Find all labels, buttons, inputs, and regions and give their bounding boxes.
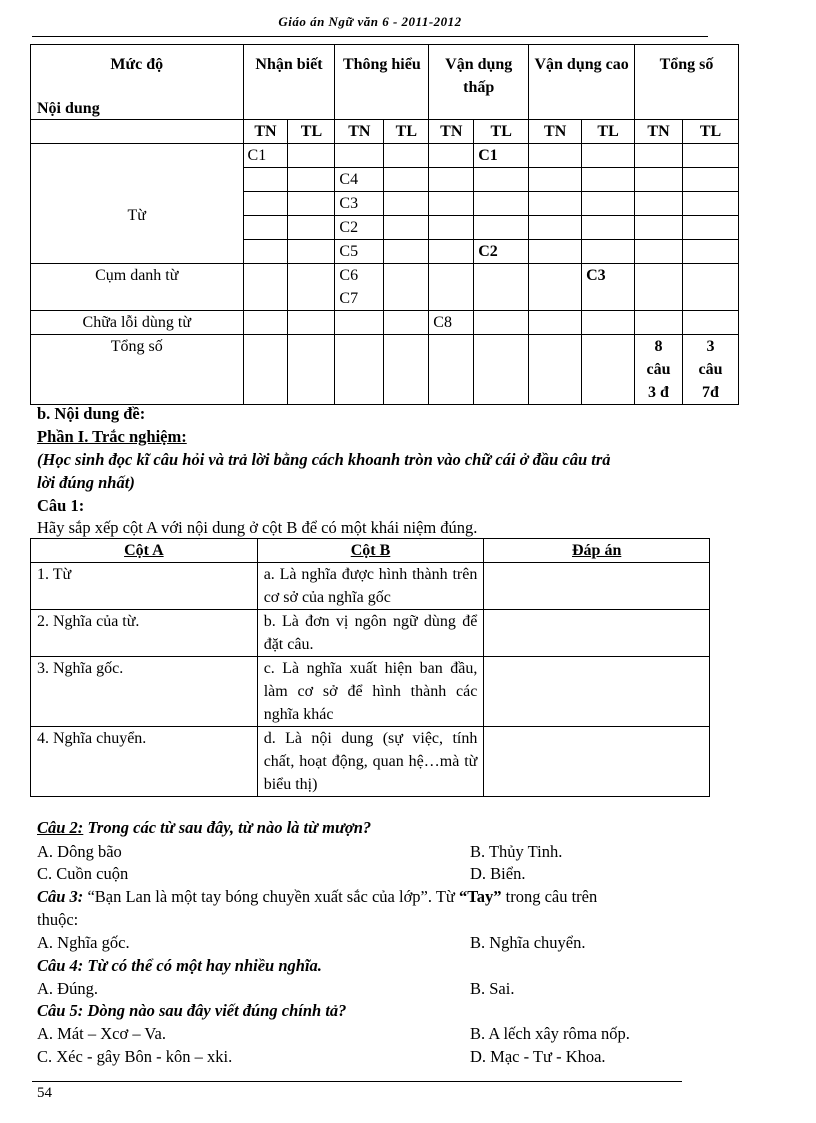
q3-word: “Tay” xyxy=(458,887,502,906)
answer-cell xyxy=(484,657,710,727)
q5-option-c: C. Xéc - gây Bôn - kôn – xki. xyxy=(37,1047,233,1066)
col-b-item: b. Là đơn vị ngôn ngữ dùng để đặt câu. xyxy=(257,610,484,657)
total-tl-count: 3 xyxy=(706,338,715,355)
row-label-tu: Từ xyxy=(31,144,244,264)
q3-option-b: B. Nghĩa chuyển. xyxy=(470,933,586,952)
q5-question: Câu 5: Dòng nào sau đây viết đúng chính tả? xyxy=(37,1001,347,1020)
cell: C1 xyxy=(243,144,288,168)
col-a-item: 3. Nghĩa gốc. xyxy=(31,657,258,727)
page-number: 54 xyxy=(37,1085,52,1101)
cell: C4 xyxy=(335,168,384,192)
instruction-line-2: lời đúng nhất) xyxy=(37,473,135,492)
q1-label: Câu 1: xyxy=(37,496,85,515)
cell: C2 xyxy=(474,240,529,264)
row-label-chua-loi: Chữa lỗi dùng từ xyxy=(31,311,244,335)
total-tl-unit: câu xyxy=(698,361,723,378)
header-dap-an: Đáp án xyxy=(484,539,710,563)
section-b-heading: b. Nội dung đề: xyxy=(37,404,146,423)
sub-tl: TL xyxy=(384,120,429,144)
q5-option-d: D. Mạc - Tư - Khoa. xyxy=(470,1047,606,1066)
q1-text: Hãy sắp xếp cột A với nội dung ở cột B để có một khái niệm đúng. xyxy=(37,518,478,537)
q2-label: Câu 2: xyxy=(37,818,84,837)
q2-option-b: B. Thủy Tinh. xyxy=(470,842,563,861)
q3-option-a: A. Nghĩa gốc. xyxy=(37,933,130,952)
q2-option-d: D. Biển. xyxy=(470,864,526,883)
q5-option-a: A. Mát – Xcơ – Va. xyxy=(37,1024,166,1043)
matrix-empty xyxy=(31,120,244,144)
total-tn xyxy=(635,335,683,405)
q2-option-c: C. Cuồn cuộn xyxy=(37,864,129,883)
sub-tn: TN xyxy=(335,120,384,144)
q3-label: Câu 3: xyxy=(37,887,84,906)
level-nhan-biet: Nhận biết xyxy=(243,45,335,120)
row-label-cum-danh-tu: Cụm danh từ xyxy=(31,264,244,311)
sub-tn: TN xyxy=(635,120,683,144)
col-a-item: 4. Nghĩa chuyển. xyxy=(31,727,258,797)
part1-heading: Phần I. Trắc nghiệm: xyxy=(37,427,187,446)
cell: C2 xyxy=(335,216,384,240)
cell-c6: C6 xyxy=(339,267,359,284)
answer-cell xyxy=(484,727,710,797)
row-label-tong-so: Tổng số xyxy=(31,335,244,405)
q4-question: Câu 4: Từ có thể có một hay nhiều nghĩa. xyxy=(37,956,322,975)
total-tl xyxy=(682,335,738,405)
sub-tn: TN xyxy=(529,120,582,144)
q3-text-b: trong câu trên xyxy=(501,887,598,906)
header-cot-a: Cột A xyxy=(31,539,258,563)
header-divider xyxy=(32,36,708,37)
col-a-item: 2. Nghĩa của từ. xyxy=(31,610,258,657)
cell-c7: C7 xyxy=(339,290,359,307)
header-cot-b: Cột B xyxy=(257,539,484,563)
col-b-item: d. Là nội dung (sự việc, tính chất, hoạt động, quan hệ…mà từ biểu thị) xyxy=(257,727,484,797)
answer-cell xyxy=(484,610,710,657)
cell-c6-c7 xyxy=(335,264,384,311)
total-tn-count: 8 xyxy=(654,338,663,355)
instruction-line-1: (Học sinh đọc kĩ câu hỏi và trả lời bằng cách khoanh tròn vào chữ cái ở đầu câu trả xyxy=(37,450,611,469)
assessment-matrix xyxy=(30,44,739,405)
corner-bottom-label: Nội dung xyxy=(37,100,100,117)
cell: C1 xyxy=(474,144,529,168)
q3-text-a: “Bạn Lan là một tay bóng chuyền xuất sắc của lớp”. Từ xyxy=(83,887,459,906)
level-tong-so: Tổng số xyxy=(635,45,739,120)
q2-text: Trong các từ sau đây, từ nào là từ mượn? xyxy=(83,818,372,837)
sub-tn: TN xyxy=(243,120,288,144)
q4-option-a: A. Đúng. xyxy=(37,979,98,998)
sub-tl: TL xyxy=(582,120,635,144)
matching-table xyxy=(30,538,710,797)
footer-divider xyxy=(32,1081,682,1082)
sub-tl: TL xyxy=(474,120,529,144)
level-thong-hieu: Thông hiểu xyxy=(335,45,429,120)
q2-question xyxy=(37,816,371,839)
col-a-item: 1. Từ xyxy=(31,563,258,610)
matrix-corner xyxy=(31,45,244,120)
cell: C3 xyxy=(582,264,635,311)
corner-top-label: Mức độ xyxy=(110,56,164,73)
level-van-dung-cao: Vận dụng cao xyxy=(529,45,635,120)
sub-tl: TL xyxy=(682,120,738,144)
cell: C5 xyxy=(335,240,384,264)
answer-cell xyxy=(484,563,710,610)
level-van-dung-thap: Vận dụng thấp xyxy=(429,45,529,120)
q4-option-b: B. Sai. xyxy=(470,979,515,998)
q3-question-line-1 xyxy=(37,885,597,908)
total-tl-score: 7đ xyxy=(702,384,719,401)
col-b-item: c. Là nghĩa xuất hiện ban đầu, làm cơ sở để hình thành các nghĩa khác xyxy=(257,657,484,727)
cell: C3 xyxy=(335,192,384,216)
cell: C8 xyxy=(429,311,474,335)
q5-option-b: B. A lếch xây rôma nốp. xyxy=(470,1024,630,1043)
q2-option-a: A. Dông bão xyxy=(37,842,122,861)
page-header: Giáo án Ngữ văn 6 - 2011-2012 xyxy=(278,14,462,29)
total-tn-score: 3 đ xyxy=(648,384,669,401)
q3-question-line-2: thuộc: xyxy=(37,910,79,929)
col-b-item: a. Là nghĩa được hình thành trên cơ sở của nghĩa gốc xyxy=(257,563,484,610)
sub-tl: TL xyxy=(288,120,335,144)
sub-tn: TN xyxy=(429,120,474,144)
total-tn-unit: câu xyxy=(646,361,671,378)
